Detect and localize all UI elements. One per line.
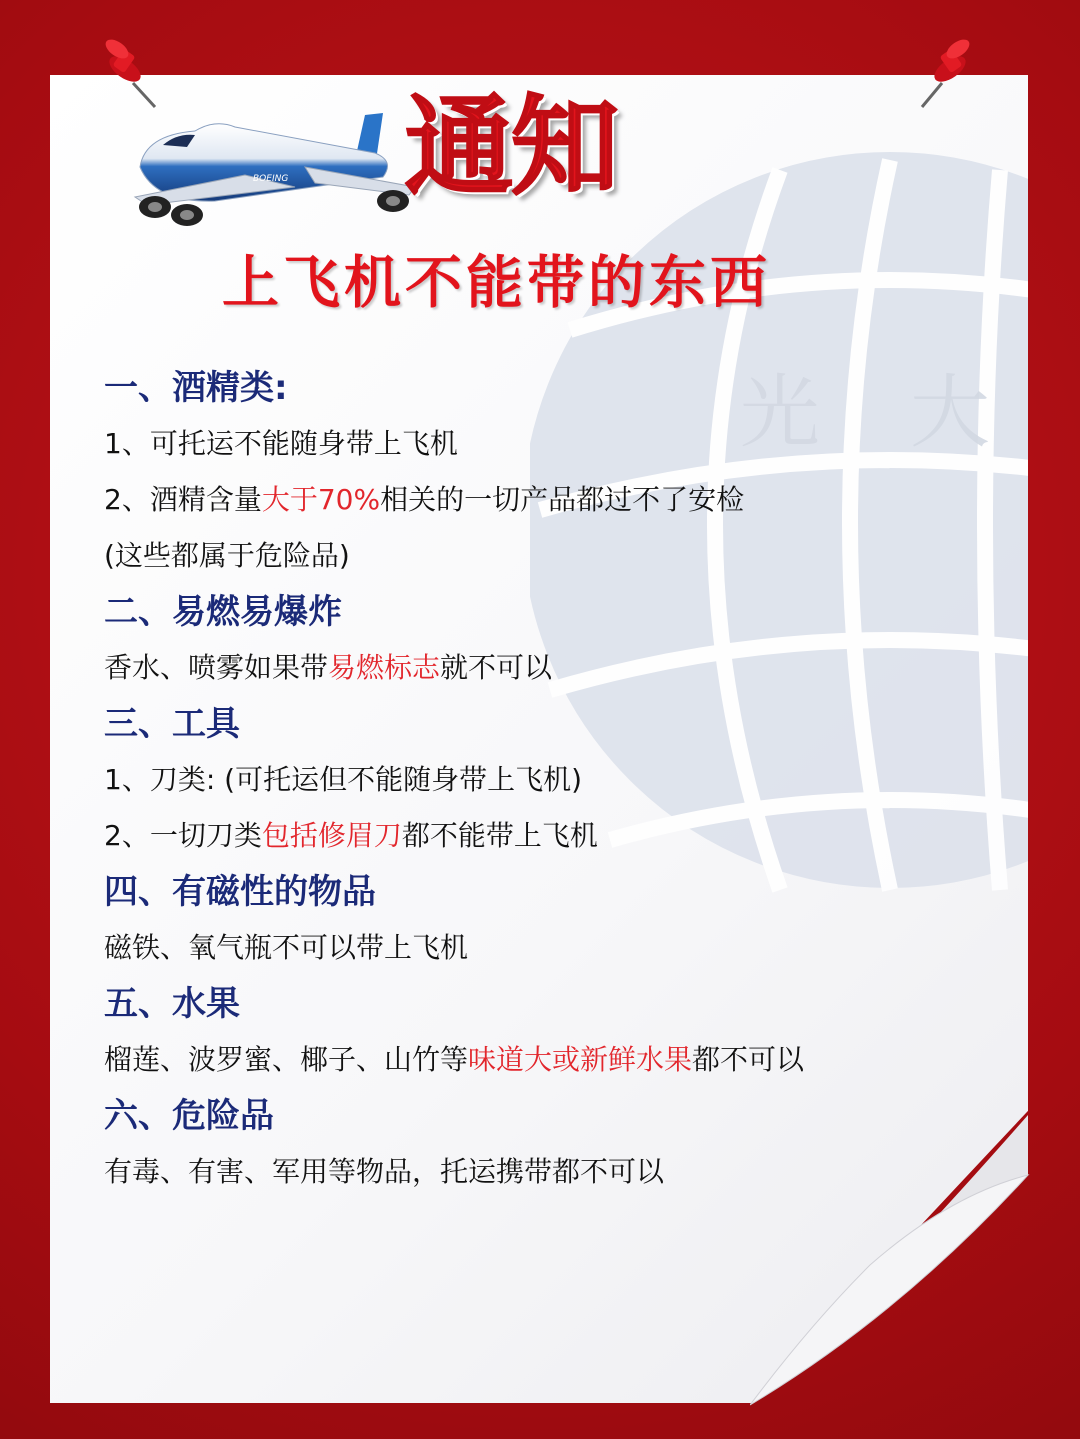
rules-list: [104, 360, 984, 1200]
svg-text:BOEING: BOEING: [253, 174, 289, 184]
section-heading-fruit: 五、水果: [104, 984, 240, 1024]
rule-text: 就不可以: [440, 651, 553, 684]
page-subtitle: 上飞机不能带的东西: [222, 250, 771, 316]
page-title: 通知: [405, 85, 618, 210]
section-heading-magnetic: 四、有磁性的物品: [104, 872, 376, 912]
rule-highlight: 大于70%: [261, 483, 381, 516]
rule-line: [104, 752, 984, 808]
rule-line: [104, 640, 984, 696]
rule-highlight: 易燃标志: [328, 651, 441, 684]
section-heading-flammable: 二、易燃易爆炸: [104, 592, 342, 632]
rule-text: 磁铁、氧气瓶不可以带上飞机: [104, 931, 469, 964]
rule-line: [104, 472, 984, 528]
push-pin-icon: [910, 35, 980, 115]
svg-text:大: 大: [910, 366, 990, 459]
rule-highlight: 包括修眉刀: [261, 819, 402, 852]
rule-text: 榴莲、波罗蜜、椰子、山竹等: [104, 1043, 469, 1076]
rule-text: 香水、喷雾如果带: [104, 651, 329, 684]
rule-text: 1、刀类: (可托运但不能随身带上飞机): [104, 763, 582, 796]
push-pin-icon: [95, 35, 165, 115]
rule-text: 相关的一切产品都过不了安检: [380, 483, 745, 516]
rule-text: 2、酒精含量: [104, 483, 262, 516]
rule-line: [104, 1144, 984, 1200]
section-heading-alcohol: 一、酒精类:: [104, 368, 288, 408]
rule-line: [104, 528, 984, 584]
rule-text: 2、一切刀类: [104, 819, 262, 852]
rule-line: [104, 808, 984, 864]
rule-text: 有毒、有害、军用等物品，托运携带都不可以: [104, 1155, 665, 1188]
section-heading-tools: 三、工具: [104, 704, 240, 744]
svg-text:光: 光: [740, 366, 820, 459]
rule-line: [104, 416, 984, 472]
rule-line: [104, 1032, 984, 1088]
rule-text: 1、可托运不能随身带上飞机: [104, 427, 458, 460]
rule-text: 都不能带上飞机: [401, 819, 598, 852]
airplane-illustration: [125, 105, 425, 230]
rule-line: [104, 920, 984, 976]
rule-text: (这些都属于危险品): [104, 539, 350, 572]
rule-text: 都不可以: [692, 1043, 805, 1076]
rule-highlight: 味道大或新鲜水果: [468, 1043, 693, 1076]
section-heading-dangerous: 六、危险品: [104, 1096, 274, 1136]
